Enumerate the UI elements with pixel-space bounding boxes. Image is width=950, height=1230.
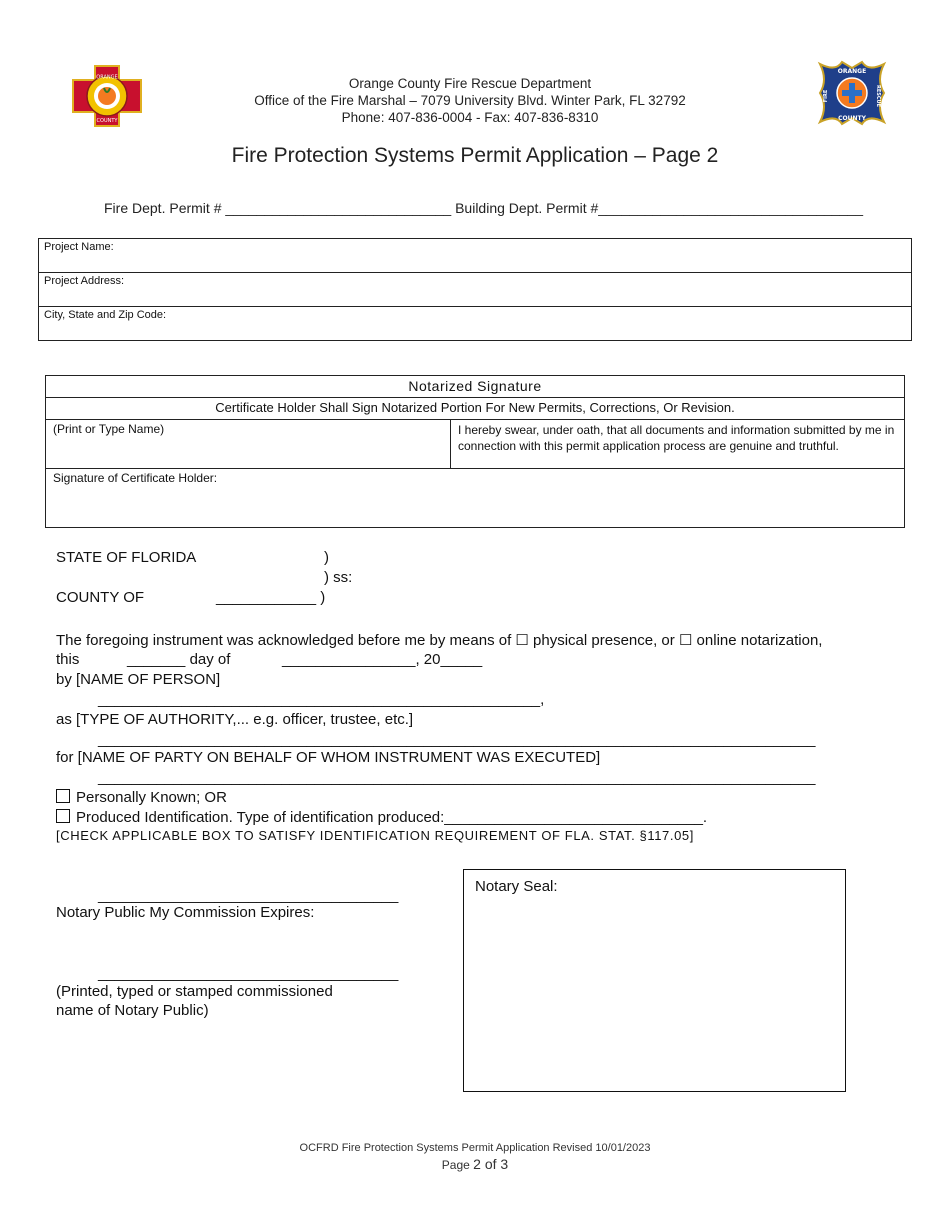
project-name-label: Project Name: [44,241,114,253]
oath-statement: I hereby swear, under oath, that all documents and information submitted by me in connection with this permit application process are genuine and truthful. [451,420,905,469]
commission-expires-label: Notary Public My Commission Expires: [56,904,315,921]
type-of-authority-label: as [TYPE OF AUTHORITY,... e.g. officer, trustee, etc.] [56,711,414,728]
notarized-heading: Notarized Signature [46,376,905,398]
type-of-authority-field[interactable]: ______________________________________________________________________________________ [98,731,816,748]
notary-printed-label-2: name of Notary Public) [56,1002,209,1019]
notary-name-field[interactable]: ____________________________________ [98,965,399,982]
signature-label: Signature of Certificate Holder: [53,471,218,485]
svg-text:FIRE: FIRE [823,89,829,103]
page-title: Fire Protection Systems Permit Application – Page 2 [231,144,719,167]
name-of-party-label: for [NAME OF PARTY ON BEHALF OF WHOM INSTRUMENT WAS EXECUTED] [56,749,601,766]
county-of-label: COUNTY OF [56,589,145,606]
page-number [0,1156,950,1172]
fire-permit-label: Fire Dept. Permit # [104,200,222,216]
svg-text:ORANGE: ORANGE [96,74,118,81]
page-count: 2 of 3 [473,1156,509,1172]
orange-county-logo [71,64,143,128]
personally-known-option[interactable] [56,789,227,806]
permit-numbers-row [104,200,863,216]
project-name-field[interactable] [39,239,912,273]
venue-paren: ) [324,549,329,566]
acknowledgement-text: The foregoing instrument was acknowledged before me by means of ☐ physical presence, or ☐ online notarization, [56,632,823,649]
name-of-person-label: by [NAME OF PERSON] [56,671,221,688]
print-name-field[interactable] [46,420,451,469]
notary-seal-box[interactable] [463,869,846,1092]
produced-identification-checkbox[interactable] [56,809,70,823]
building-permit-field[interactable]: __________________________________ [598,200,863,216]
produced-identification-label: Produced Identification. Type of identification produced:_______________________________. [76,809,708,826]
footer-revision: OCFRD Fire Protection Systems Permit Application Revised 10/01/2023 [299,1142,651,1154]
certificate-holder-signature-field[interactable] [46,469,905,528]
svg-text:RESCUE: RESCUE [875,84,881,108]
county-field[interactable]: ____________ ) [216,589,326,606]
personally-known-label: Personally Known; OR [76,789,227,806]
project-city-label: City, State and Zip Code: [44,309,167,321]
venue-ss: ) ss: [324,569,353,586]
notary-printed-label-1: (Printed, typed or stamped commissioned [56,983,333,1000]
header-phone: Phone: 407-836-0004 - Fax: 407-836-8310 [341,110,599,125]
personally-known-checkbox[interactable] [56,789,70,803]
svg-text:ORANGE: ORANGE [837,68,867,75]
project-address-field[interactable] [39,273,912,307]
project-city-field[interactable] [39,307,912,341]
identification-requirement-note: [CHECK APPLICABLE BOX TO SATISFY IDENTIFICATION REQUIREMENT OF FLA. STAT. §117.05] [56,828,694,843]
name-of-party-field[interactable]: ______________________________________________________________________________________ [98,769,816,786]
day-field[interactable]: _______ day of [127,651,231,668]
commission-expires-field[interactable]: ____________________________________ [98,887,399,904]
notarized-instruction: Certificate Holder Shall Sign Notarized Portion For New Permits, Corrections, Or Revision. [46,398,905,420]
project-info-table [38,238,912,341]
header-org: Orange County Fire Rescue Department [348,76,592,91]
month-year-field[interactable]: ________________, 20_____ [282,651,483,668]
this-label: this [56,651,80,668]
notarized-signature-table [45,375,905,528]
header-office: Office of the Fire Marshal – 7079 University Blvd. Winter Park, FL 32792 [254,93,686,108]
ocfrd-maltese-cross-logo [816,58,888,128]
name-of-person-field[interactable]: _____________________________________________________, [98,691,545,708]
produced-identification-option[interactable] [56,809,707,826]
state-of-florida: STATE OF FLORIDA [56,549,197,566]
svg-text:COUNTY: COUNTY [838,115,866,122]
print-name-label: (Print or Type Name) [53,422,165,436]
project-address-label: Project Address: [44,275,125,287]
page-word: Page [441,1158,470,1172]
svg-text:COUNTY: COUNTY [96,118,118,124]
fire-permit-field[interactable]: _____________________________ [225,200,452,216]
building-permit-label: Building Dept. Permit # [455,200,599,216]
notary-seal-label: Notary Seal: [475,878,558,895]
